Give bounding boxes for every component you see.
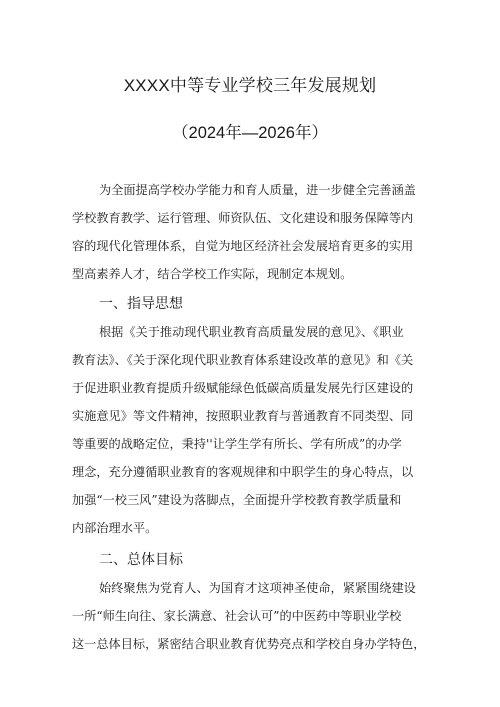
paragraph-line: 理念，充分遵循职业教育的客观规律和中职学生的身心特点，以 — [72, 465, 414, 479]
overall-goal-paragraph — [72, 574, 430, 658]
paragraph-line: 加强“一校三风”建设为落脚点，全面提升学校教育教学质量和 — [72, 493, 402, 507]
paragraph-line: 始终聚焦为党育人、为国育才这项神圣使命，紧紧围绕建设 — [99, 581, 416, 595]
paragraph-line: 实施意见》等文件精神，按照职业教育与普通教育不同类型、同 — [72, 409, 414, 423]
paragraph-line: 于促进职业教育提质升级赋能绿色低碳高质量发展先行区建设的 — [72, 381, 414, 395]
paragraph-line: 型高素养人才，结合学校工作实际，现制定本规划。 — [72, 267, 353, 281]
document-body — [72, 176, 430, 658]
document-subtitle: （2024年—2026年） — [172, 124, 328, 142]
paragraph-line: 容的现代化管理体系，自觉为地区经济社会发展培育更多的实用 — [72, 239, 414, 253]
paragraph-line: 学校教育教学、运行管理、师资队伍、文化建设和服务保障等内 — [72, 211, 414, 225]
paragraph-line: 根据《关于推动现代职业教育高质量发展的意见》、《职业 — [99, 325, 404, 339]
paragraph-line: 一所“师生向往、家长满意、社会认可”的中医药中等职业学校 — [72, 609, 402, 623]
paragraph-line: 内部治理水平。 — [72, 521, 158, 535]
intro-paragraph — [72, 176, 430, 288]
paragraph-line: 教育法》、《关于深化现代职业教育体系建设改革的意见》和《关 — [72, 353, 414, 367]
document-title: XXXX中等专业学校三年发展规划 — [123, 76, 377, 95]
paragraph-line: 为全面提高学校办学能力和育人质量，进一步健全完善涵盖 — [99, 183, 416, 197]
paragraph-line: 等重要的战略定位，秉持''让学生学有所长、学有所成”的办学 — [72, 437, 402, 451]
section-heading-overall-goal: 二、总体目标 — [99, 551, 183, 567]
guiding-ideology-paragraph — [72, 318, 430, 542]
paragraph-line: 这一总体目标，紧密结合职业教育优势亮点和学校自身办学特色， — [72, 637, 426, 651]
section-heading-guiding-ideology: 一、指导思想 — [99, 295, 183, 311]
